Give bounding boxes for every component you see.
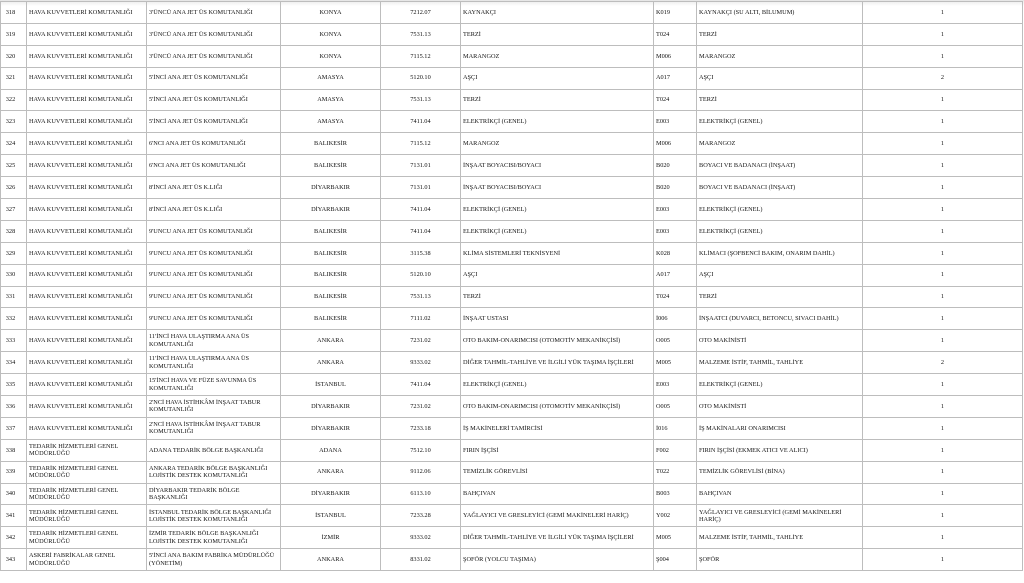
title-code-cell: M006 (654, 45, 697, 67)
province-cell: DİYARBAKIR (281, 417, 381, 439)
province-cell: BALIKESİR (281, 308, 381, 330)
province-cell: AMASYA (281, 89, 381, 111)
unit-cell: 9'UNCU ANA JET ÜS KOMUTANLIĞI (147, 242, 281, 264)
title-cell: BAHÇIVAN (697, 483, 863, 505)
province-cell: ANKARA (281, 549, 381, 571)
institution-cell: HAVA KUVVETLERİ KOMUTANLIĞI (27, 89, 147, 111)
title-code-cell: E003 (654, 111, 697, 133)
occupation-cell: İNŞAAT BOYACISI/BOYACI (461, 155, 654, 177)
institution-cell: HAVA KUVVETLERİ KOMUTANLIĞI (27, 45, 147, 67)
institution-cell: HAVA KUVVETLERİ KOMUTANLIĞI (27, 286, 147, 308)
occupation-code-cell: 6113.10 (381, 483, 461, 505)
occupation-code-cell: 7212.07 (381, 2, 461, 24)
title-code-cell: Ş004 (654, 549, 697, 571)
unit-cell: 5'İNCİ ANA BAKIM FABRİKA MÜDÜRLÜĞÜ (YÖNETİM) (147, 549, 281, 571)
occupation-cell: YAĞLAYICI VE GRESLEYİCİ (GEMİ MAKİNELERİ HARİÇ) (461, 505, 654, 527)
title-code-cell: B003 (654, 483, 697, 505)
unit-cell: DİYARBAKIR TEDARİK BÖLGE BAŞKANLIĞI (147, 483, 281, 505)
row-number-cell: 342 (1, 527, 27, 549)
row-number-cell: 343 (1, 549, 27, 571)
table-row (1, 177, 1023, 199)
unit-cell: İSTANBUL TEDARİK BÖLGE BAŞKANLIĞI LOJİSTİK DESTEK KOMUTANLIĞI (147, 505, 281, 527)
institution-cell: HAVA KUVVETLERİ KOMUTANLIĞI (27, 111, 147, 133)
occupation-code-cell: 7411.04 (381, 111, 461, 133)
row-number-cell: 322 (1, 89, 27, 111)
title-code-cell: T024 (654, 89, 697, 111)
occupation-code-cell: 7131.01 (381, 177, 461, 199)
count-cell: 2 (863, 352, 1023, 374)
table-row (1, 352, 1023, 374)
unit-cell: İZMİR TEDARİK BÖLGE BAŞKANLIĞI LOJİSTİK DESTEK KOMUTANLIĞI (147, 527, 281, 549)
count-cell: 1 (863, 199, 1023, 221)
count-cell: 1 (863, 286, 1023, 308)
occupation-code-cell: 7531.13 (381, 89, 461, 111)
row-number-cell: 337 (1, 417, 27, 439)
title-code-cell: T024 (654, 286, 697, 308)
occupation-cell: OTO BAKIM-ONARIMCISI (OTOMOTİV MEKANİKÇİSİ) (461, 396, 654, 418)
title-cell: TERZİ (697, 89, 863, 111)
title-cell: OTO MAKİNİSTİ (697, 396, 863, 418)
count-cell: 1 (863, 177, 1023, 199)
occupation-cell: ELEKTRİKÇİ (GENEL) (461, 111, 654, 133)
occupation-code-cell: 7411.04 (381, 374, 461, 396)
row-number-cell: 328 (1, 220, 27, 242)
title-cell: MARANGOZ (697, 133, 863, 155)
unit-cell: 5'İNCİ ANA JET ÜS KOMUTANLIĞI (147, 89, 281, 111)
count-cell: 1 (863, 308, 1023, 330)
occupation-code-cell: 7115.12 (381, 133, 461, 155)
unit-cell: 5'İNCİ ANA JET ÜS KOMUTANLIĞI (147, 111, 281, 133)
table-row (1, 308, 1023, 330)
unit-cell: 9'UNCU ANA JET ÜS KOMUTANLIĞI (147, 264, 281, 286)
province-cell: İSTANBUL (281, 374, 381, 396)
title-code-cell: O005 (654, 330, 697, 352)
count-cell: 1 (863, 505, 1023, 527)
occupation-cell: KLİMA SİSTEMLERİ TEKNİSYENİ (461, 242, 654, 264)
occupation-code-cell: 9333.02 (381, 352, 461, 374)
occupation-cell: İNŞAAT BOYACISI/BOYACI (461, 177, 654, 199)
province-cell: BALIKESİR (281, 286, 381, 308)
table-row (1, 417, 1023, 439)
title-cell: ŞOFÖR (697, 549, 863, 571)
occupation-code-cell: 5120.10 (381, 67, 461, 89)
row-number-cell: 330 (1, 264, 27, 286)
row-number-cell: 340 (1, 483, 27, 505)
count-cell: 1 (863, 374, 1023, 396)
count-cell: 1 (863, 461, 1023, 483)
title-cell: KAYNAKÇI (SU ALTI, BİLUMUM) (697, 2, 863, 24)
institution-cell: TEDARİK HİZMETLERİ GENEL MÜDÜRLÜĞÜ (27, 483, 147, 505)
province-cell: ANKARA (281, 330, 381, 352)
occupation-cell: İNŞAAT USTASI (461, 308, 654, 330)
title-code-cell: M006 (654, 133, 697, 155)
title-code-cell: B020 (654, 155, 697, 177)
institution-cell: HAVA KUVVETLERİ KOMUTANLIĞI (27, 133, 147, 155)
table-row (1, 527, 1023, 549)
title-code-cell: E003 (654, 199, 697, 221)
province-cell: DİYARBAKIR (281, 483, 381, 505)
row-number-cell: 327 (1, 199, 27, 221)
count-cell: 1 (863, 330, 1023, 352)
institution-cell: TEDARİK HİZMETLERİ GENEL MÜDÜRLÜĞÜ (27, 439, 147, 461)
count-cell: 1 (863, 2, 1023, 24)
institution-cell: HAVA KUVVETLERİ KOMUTANLIĞI (27, 374, 147, 396)
title-code-cell: E003 (654, 374, 697, 396)
count-cell: 1 (863, 242, 1023, 264)
province-cell: BALIKESİR (281, 264, 381, 286)
occupation-code-cell: 7411.04 (381, 199, 461, 221)
province-cell: DİYARBAKIR (281, 177, 381, 199)
unit-cell: 11'İNCİ HAVA ULAŞTIRMA ANA ÜS KOMUTANLIĞI (147, 330, 281, 352)
count-cell: 1 (863, 417, 1023, 439)
table-row (1, 220, 1023, 242)
title-cell: MALZEME İSTİF, TAHMİL, TAHLİYE (697, 527, 863, 549)
row-number-cell: 333 (1, 330, 27, 352)
title-code-cell: O005 (654, 396, 697, 418)
title-code-cell: A017 (654, 67, 697, 89)
row-number-cell: 325 (1, 155, 27, 177)
count-cell: 1 (863, 155, 1023, 177)
title-code-cell: İ006 (654, 308, 697, 330)
count-cell: 1 (863, 89, 1023, 111)
table-row (1, 264, 1023, 286)
institution-cell: HAVA KUVVETLERİ KOMUTANLIĞI (27, 396, 147, 418)
occupation-cell: KAYNAKÇI (461, 2, 654, 24)
table-row (1, 505, 1023, 527)
count-cell: 1 (863, 527, 1023, 549)
occupation-cell: MARANGOZ (461, 45, 654, 67)
occupation-code-cell: 7233.18 (381, 417, 461, 439)
row-number-cell: 324 (1, 133, 27, 155)
institution-cell: HAVA KUVVETLERİ KOMUTANLIĞI (27, 308, 147, 330)
table-row (1, 89, 1023, 111)
table-row (1, 374, 1023, 396)
province-cell: ANKARA (281, 461, 381, 483)
occupation-code-cell: 7411.04 (381, 220, 461, 242)
table-row (1, 439, 1023, 461)
occupation-cell: ELEKTRİKÇİ (GENEL) (461, 374, 654, 396)
institution-cell: HAVA KUVVETLERİ KOMUTANLIĞI (27, 242, 147, 264)
occupation-code-cell: 7231.02 (381, 330, 461, 352)
staff-positions-table (0, 1, 1023, 571)
table-row (1, 23, 1023, 45)
unit-cell: 9'UNCU ANA JET ÜS KOMUTANLIĞI (147, 286, 281, 308)
title-cell: MALZEME İSTİF, TAHMİL, TAHLİYE (697, 352, 863, 374)
table-body (1, 2, 1023, 571)
title-cell: BOYACI VE BADANACI (İNŞAAT) (697, 155, 863, 177)
count-cell: 1 (863, 220, 1023, 242)
title-code-cell: M005 (654, 352, 697, 374)
province-cell: AMASYA (281, 67, 381, 89)
occupation-cell: MARANGOZ (461, 133, 654, 155)
institution-cell: ASKERİ FABRİKALAR GENEL MÜDÜRLÜĞÜ (27, 549, 147, 571)
occupation-code-cell: 7131.01 (381, 155, 461, 177)
occupation-code-cell: 3115.38 (381, 242, 461, 264)
table-row (1, 45, 1023, 67)
title-cell: AŞÇI (697, 264, 863, 286)
row-number-cell: 318 (1, 2, 27, 24)
province-cell: DİYARBAKIR (281, 396, 381, 418)
row-number-cell: 319 (1, 23, 27, 45)
occupation-cell: ŞOFÖR (YOLCU TAŞIMA) (461, 549, 654, 571)
institution-cell: TEDARİK HİZMETLERİ GENEL MÜDÜRLÜĞÜ (27, 461, 147, 483)
occupation-code-cell: 5120.10 (381, 264, 461, 286)
row-number-cell: 341 (1, 505, 27, 527)
title-cell: ELEKTRİKÇİ (GENEL) (697, 220, 863, 242)
occupation-cell: DİĞER TAHMİL-TAHLİYE VE İLGİLİ YÜK TAŞIMA İŞÇİLERİ (461, 527, 654, 549)
title-cell: ELEKTRİKÇİ (GENEL) (697, 374, 863, 396)
title-code-cell: Y002 (654, 505, 697, 527)
unit-cell: 6'NCI ANA JET ÜS KOMUTANLIĞI (147, 155, 281, 177)
province-cell: DİYARBAKIR (281, 199, 381, 221)
province-cell: BALIKESİR (281, 133, 381, 155)
title-cell: TERZİ (697, 286, 863, 308)
count-cell: 1 (863, 45, 1023, 67)
institution-cell: HAVA KUVVETLERİ KOMUTANLIĞI (27, 330, 147, 352)
title-cell: TEMİZLİK GÖREVLİSİ (BİNA) (697, 461, 863, 483)
occupation-code-cell: 8331.02 (381, 549, 461, 571)
title-cell: ELEKTRİKÇİ (GENEL) (697, 111, 863, 133)
occupation-code-cell: 9333.02 (381, 527, 461, 549)
institution-cell: TEDARİK HİZMETLERİ GENEL MÜDÜRLÜĞÜ (27, 527, 147, 549)
table-row (1, 133, 1023, 155)
unit-cell: 2'NCİ HAVA İSTİHKÂM İNŞAAT TABUR KOMUTANLIĞI (147, 417, 281, 439)
row-number-cell: 338 (1, 439, 27, 461)
occupation-cell: TERZİ (461, 286, 654, 308)
table-row (1, 2, 1023, 24)
unit-cell: 6'NCI ANA JET ÜS KOMUTANLIĞI (147, 133, 281, 155)
count-cell: 1 (863, 23, 1023, 45)
title-code-cell: T024 (654, 23, 697, 45)
occupation-code-cell: 7531.13 (381, 286, 461, 308)
table-row (1, 483, 1023, 505)
institution-cell: HAVA KUVVETLERİ KOMUTANLIĞI (27, 220, 147, 242)
province-cell: AMASYA (281, 111, 381, 133)
title-code-cell: M005 (654, 527, 697, 549)
row-number-cell: 336 (1, 396, 27, 418)
institution-cell: HAVA KUVVETLERİ KOMUTANLIĞI (27, 417, 147, 439)
table-row (1, 242, 1023, 264)
province-cell: ANKARA (281, 352, 381, 374)
title-cell: FIRIN İŞÇİSİ (EKMEK ATICI VE ALICI) (697, 439, 863, 461)
table-row (1, 67, 1023, 89)
count-cell: 1 (863, 111, 1023, 133)
row-number-cell: 323 (1, 111, 27, 133)
title-cell: MARANGOZ (697, 45, 863, 67)
unit-cell: 8'İNCİ ANA JET ÜS K.LIĞI (147, 177, 281, 199)
unit-cell: 8'İNCİ ANA JET ÜS K.LIĞI (147, 199, 281, 221)
table-row (1, 396, 1023, 418)
unit-cell: 2'NCİ HAVA İSTİHKÂM İNŞAAT TABUR KOMUTANLIĞI (147, 396, 281, 418)
institution-cell: TEDARİK HİZMETLERİ GENEL MÜDÜRLÜĞÜ (27, 505, 147, 527)
row-number-cell: 334 (1, 352, 27, 374)
occupation-cell: OTO BAKIM-ONARIMCISI (OTOMOTİV MEKANİKÇİSİ) (461, 330, 654, 352)
occupation-cell: TERZİ (461, 89, 654, 111)
row-number-cell: 335 (1, 374, 27, 396)
occupation-code-cell: 7531.13 (381, 23, 461, 45)
province-cell: BALIKESİR (281, 155, 381, 177)
province-cell: ADANA (281, 439, 381, 461)
count-cell: 1 (863, 483, 1023, 505)
institution-cell: HAVA KUVVETLERİ KOMUTANLIĞI (27, 177, 147, 199)
province-cell: İZMİR (281, 527, 381, 549)
count-cell: 1 (863, 133, 1023, 155)
occupation-code-cell: 7512.10 (381, 439, 461, 461)
institution-cell: HAVA KUVVETLERİ KOMUTANLIĞI (27, 155, 147, 177)
occupation-cell: TERZİ (461, 23, 654, 45)
table-row (1, 461, 1023, 483)
occupation-cell: ELEKTRİKÇİ (GENEL) (461, 199, 654, 221)
unit-cell: ANKARA TEDARİK BÖLGE BAŞKANLIĞI LOJİSTİK DESTEK KOMUTANLIĞI (147, 461, 281, 483)
province-cell: BALIKESİR (281, 220, 381, 242)
unit-cell: 3'ÜNCÜ ANA JET ÜS KOMUTANLIĞI (147, 23, 281, 45)
unit-cell: 15'İNCİ HAVA VE FÜZE SAVUNMA ÜS KOMUTANLIĞI (147, 374, 281, 396)
row-number-cell: 332 (1, 308, 27, 330)
title-code-cell: T022 (654, 461, 697, 483)
institution-cell: HAVA KUVVETLERİ KOMUTANLIĞI (27, 199, 147, 221)
title-code-cell: K019 (654, 2, 697, 24)
table-row (1, 199, 1023, 221)
unit-cell: 9'UNCU ANA JET ÜS KOMUTANLIĞI (147, 220, 281, 242)
occupation-code-cell: 7111.02 (381, 308, 461, 330)
table-row (1, 155, 1023, 177)
table-row (1, 549, 1023, 571)
title-cell: İŞ MAKİNALARI ONARIMCISI (697, 417, 863, 439)
title-cell: KLİMACI (ŞOFBENCİ BAKIM, ONARIM DAHİL) (697, 242, 863, 264)
row-number-cell: 339 (1, 461, 27, 483)
unit-cell: 3'ÜNCÜ ANA JET ÜS KOMUTANLIĞI (147, 2, 281, 24)
province-cell: İSTANBUL (281, 505, 381, 527)
title-code-cell: B020 (654, 177, 697, 199)
table-row (1, 111, 1023, 133)
institution-cell: HAVA KUVVETLERİ KOMUTANLIĞI (27, 67, 147, 89)
title-code-cell: K028 (654, 242, 697, 264)
occupation-cell: AŞÇI (461, 67, 654, 89)
occupation-code-cell: 7115.12 (381, 45, 461, 67)
occupation-code-cell: 7233.28 (381, 505, 461, 527)
unit-cell: 11'İNCİ HAVA ULAŞTIRMA ANA ÜS KOMUTANLIĞI (147, 352, 281, 374)
occupation-cell: BAHÇIVAN (461, 483, 654, 505)
institution-cell: HAVA KUVVETLERİ KOMUTANLIĞI (27, 352, 147, 374)
unit-cell: 5'İNCİ ANA JET ÜS KOMUTANLIĞI (147, 67, 281, 89)
institution-cell: HAVA KUVVETLERİ KOMUTANLIĞI (27, 264, 147, 286)
unit-cell: ADANA TEDARİK BÖLGE BAŞKANLIĞI (147, 439, 281, 461)
title-code-cell: F002 (654, 439, 697, 461)
row-number-cell: 320 (1, 45, 27, 67)
title-cell: TERZİ (697, 23, 863, 45)
institution-cell: HAVA KUVVETLERİ KOMUTANLIĞI (27, 2, 147, 24)
title-code-cell: E003 (654, 220, 697, 242)
row-number-cell: 331 (1, 286, 27, 308)
province-cell: KONYA (281, 45, 381, 67)
row-number-cell: 326 (1, 177, 27, 199)
title-cell: YAĞLAYICI VE GRESLEYİCİ (GEMİ MAKİNELERİ HARİÇ) (697, 505, 863, 527)
occupation-code-cell: 7231.02 (381, 396, 461, 418)
province-cell: KONYA (281, 23, 381, 45)
occupation-cell: ELEKTRİKÇİ (GENEL) (461, 220, 654, 242)
occupation-cell: TEMİZLİK GÖREVLİSİ (461, 461, 654, 483)
row-number-cell: 321 (1, 67, 27, 89)
occupation-cell: DİĞER TAHMİL-TAHLİYE VE İLGİLİ YÜK TAŞIMA İŞÇİLERİ (461, 352, 654, 374)
province-cell: BALIKESİR (281, 242, 381, 264)
institution-cell: HAVA KUVVETLERİ KOMUTANLIĞI (27, 23, 147, 45)
count-cell: 1 (863, 396, 1023, 418)
occupation-cell: AŞÇI (461, 264, 654, 286)
count-cell: 2 (863, 67, 1023, 89)
unit-cell: 9'UNCU ANA JET ÜS KOMUTANLIĞI (147, 308, 281, 330)
occupation-cell: FIRIN İŞÇİSİ (461, 439, 654, 461)
row-number-cell: 329 (1, 242, 27, 264)
count-cell: 1 (863, 439, 1023, 461)
occupation-cell: İŞ MAKİNELERİ TAMİRCİSİ (461, 417, 654, 439)
count-cell: 1 (863, 549, 1023, 571)
title-cell: AŞÇI (697, 67, 863, 89)
occupation-code-cell: 9112.06 (381, 461, 461, 483)
title-code-cell: İ016 (654, 417, 697, 439)
province-cell: KONYA (281, 2, 381, 24)
count-cell: 1 (863, 264, 1023, 286)
title-cell: BOYACI VE BADANACI (İNŞAAT) (697, 177, 863, 199)
table-row (1, 286, 1023, 308)
unit-cell: 3'ÜNCÜ ANA JET ÜS KOMUTANLIĞI (147, 45, 281, 67)
title-cell: İNŞAATCI (DUVARCI, BETONCU, SIVACI DAHİL) (697, 308, 863, 330)
title-cell: OTO MAKİNİSTİ (697, 330, 863, 352)
title-cell: ELEKTRİKÇİ (GENEL) (697, 199, 863, 221)
title-code-cell: A017 (654, 264, 697, 286)
table-row (1, 330, 1023, 352)
